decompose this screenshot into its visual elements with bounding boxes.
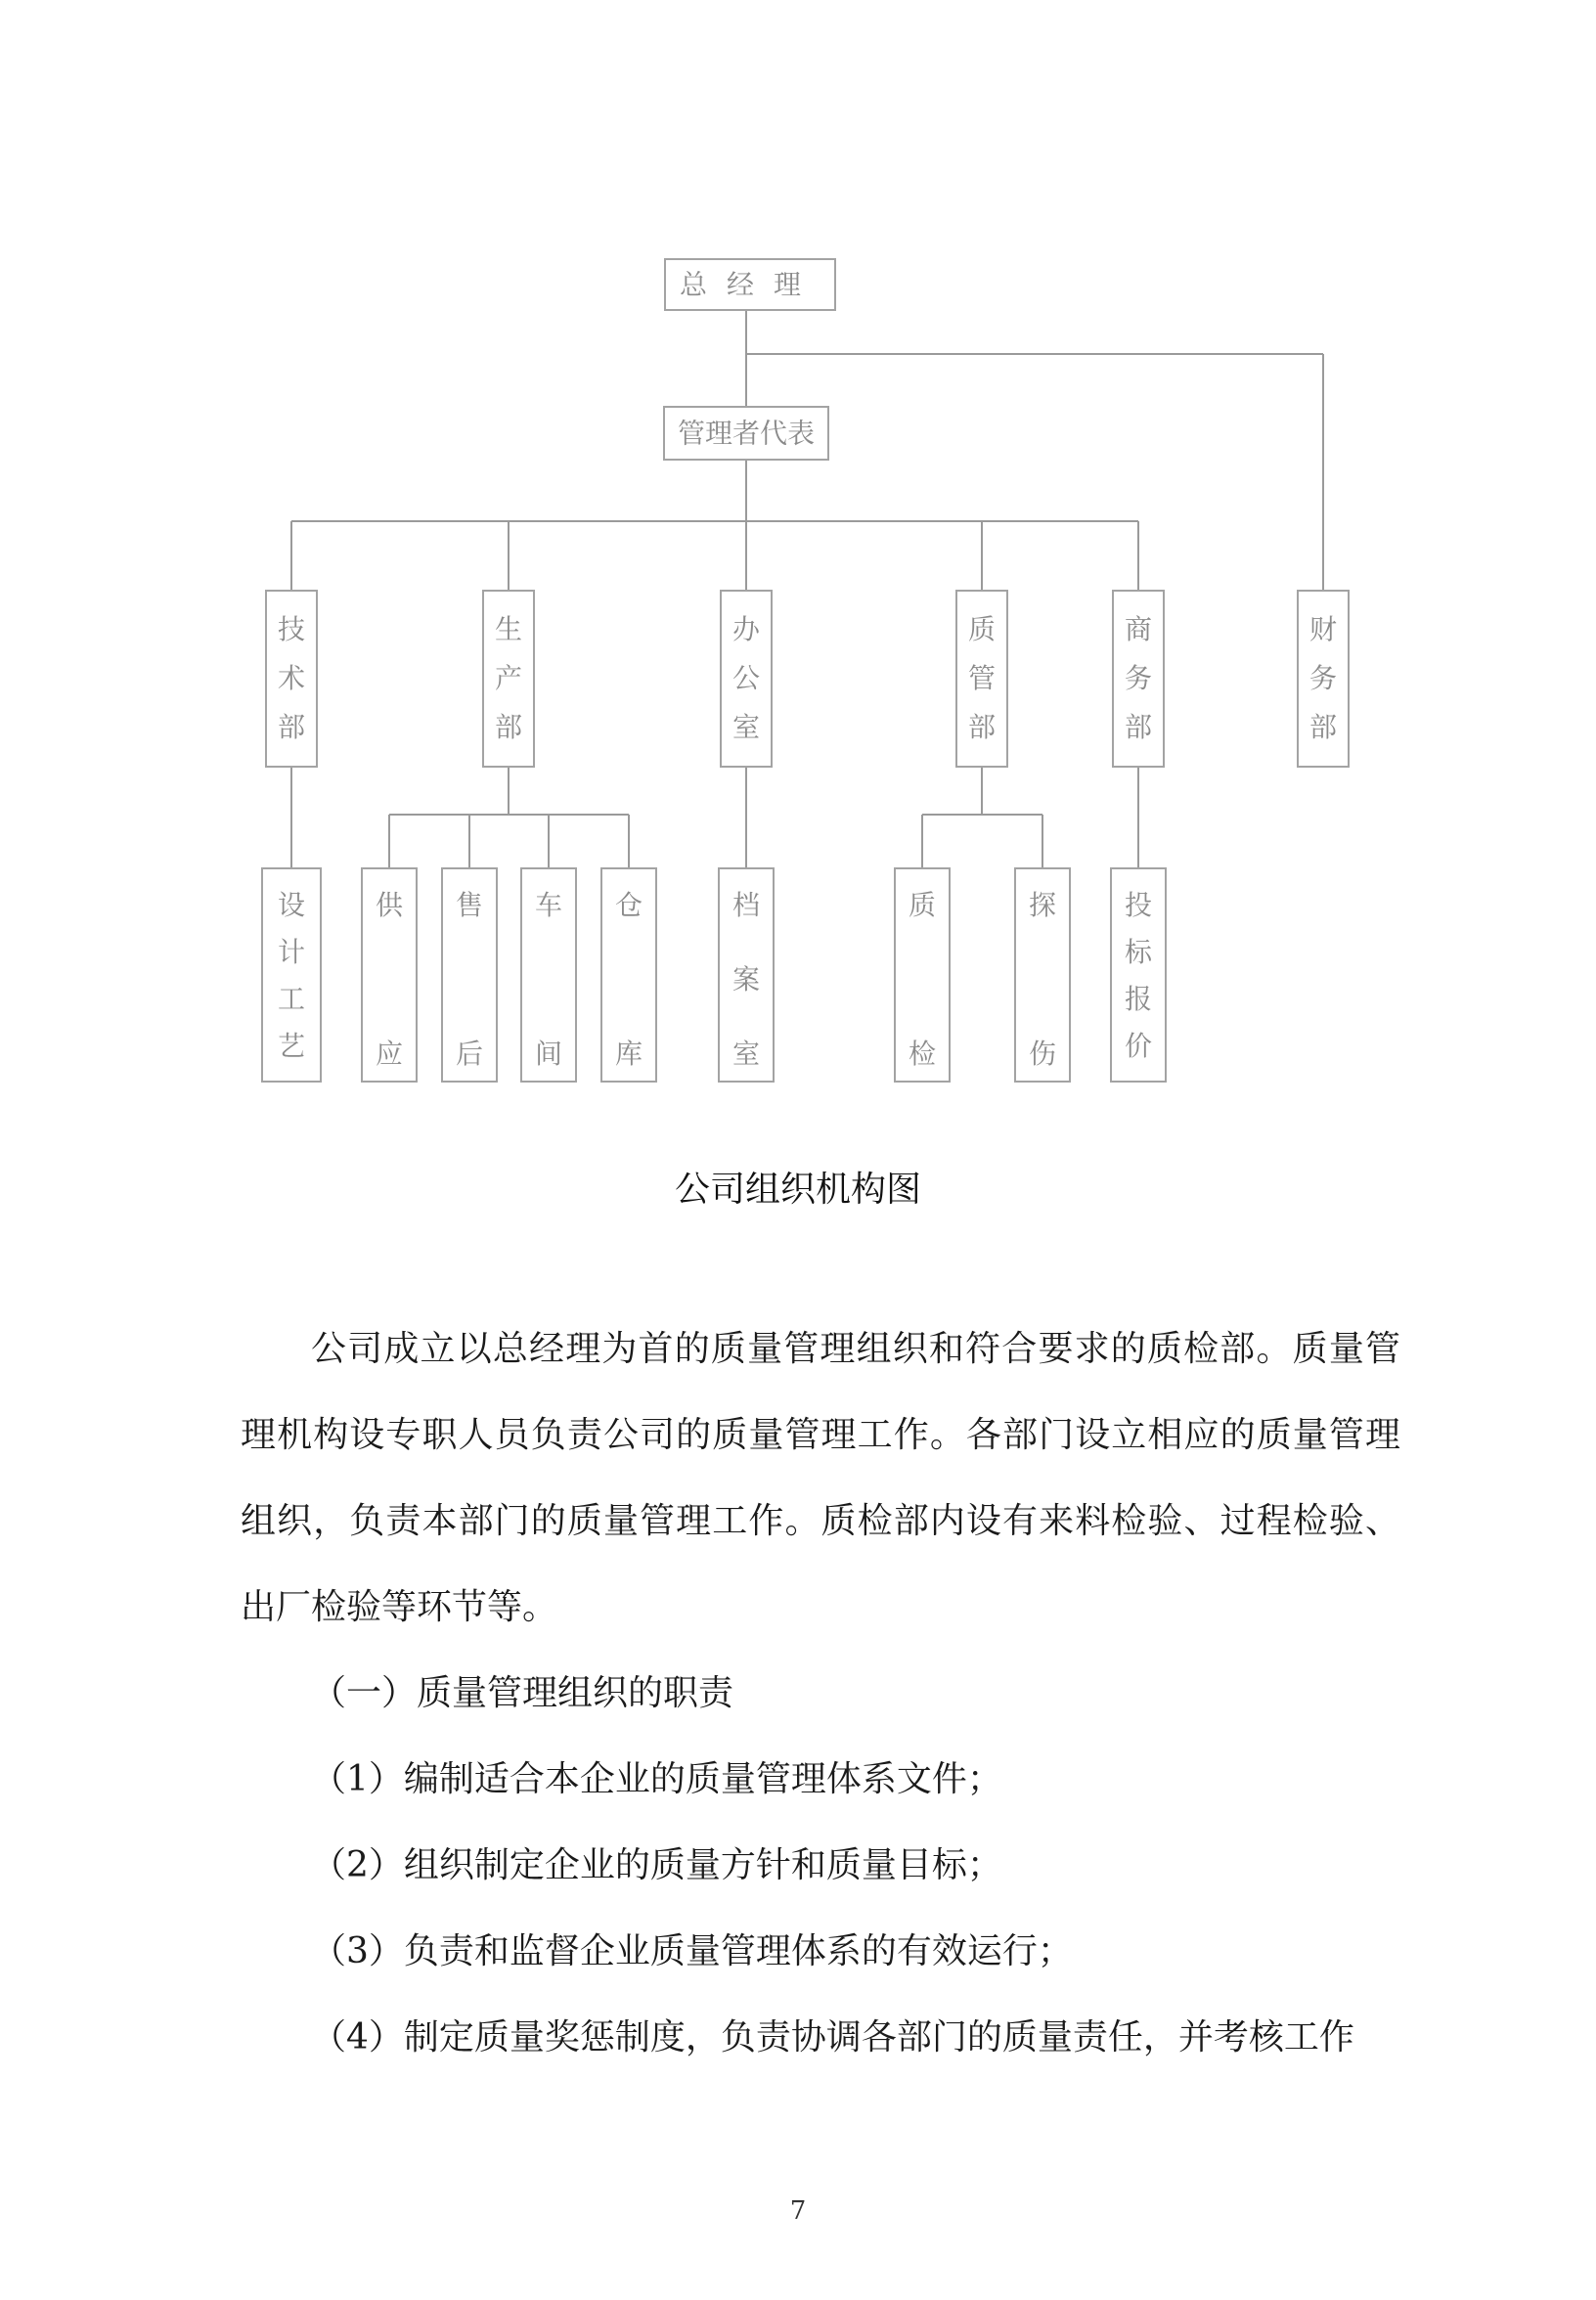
org-node-label: 设计工艺 xyxy=(277,888,306,1062)
org-node-label: 生产部 xyxy=(494,612,523,743)
org-node-sub-bid-quotation xyxy=(1111,868,1166,1082)
org-node-label: 车间 xyxy=(534,888,563,1070)
org-node-sub-flaw-detection xyxy=(1015,868,1070,1082)
org-node-department-production xyxy=(483,591,534,767)
org-node-department-commerce xyxy=(1113,591,1164,767)
org-node-label: 供应 xyxy=(375,888,404,1070)
org-node-label: 投标报价 xyxy=(1124,888,1153,1062)
org-chart-connectors xyxy=(291,310,1323,868)
body-paragraph: 公司成立以总经理为首的质量管理组织和符合要求的质检部。质量管理机构设专职人员负责公司的质量管理工作。各部门设立相应的质量管理组织，负责本部门的质量管理工作。质检部内设有来料检验、过程检验、出厂检验等环节等。 xyxy=(241,1329,1400,1627)
org-node-sub-after-sales xyxy=(442,868,497,1082)
org-node-label: 质管部 xyxy=(967,612,997,743)
org-node-sub-design-process xyxy=(262,868,321,1082)
org-node-label: 办公室 xyxy=(732,612,761,743)
org-node-label: 财务部 xyxy=(1308,612,1338,743)
org-node-label: 技术部 xyxy=(277,612,306,743)
org-node-department-finance xyxy=(1298,591,1349,767)
org-node-sub-workshop xyxy=(521,868,576,1082)
org-node-label: 探伤 xyxy=(1028,888,1057,1070)
org-node-sub-warehouse xyxy=(601,868,656,1082)
org-node-sub-supply xyxy=(362,868,417,1082)
org-node-department-office xyxy=(721,591,772,767)
org-chart xyxy=(0,0,1596,1115)
list-item: （2）组织制定企业的质量方针和质量目标； xyxy=(311,1845,1002,1885)
org-node-label: 仓库 xyxy=(614,888,643,1070)
org-node-sub-archive-room xyxy=(719,868,774,1082)
org-node-department-tech xyxy=(266,591,317,767)
org-node-label: 商务部 xyxy=(1124,612,1153,743)
org-node-general-manager xyxy=(665,259,835,310)
list-item: （1）编制适合本企业的质量管理体系文件； xyxy=(311,1759,1002,1799)
list-item: （4）制定质量奖惩制度，负责协调各部门的质量责任，并考核工作 xyxy=(311,2017,1354,2057)
section-heading: （一）质量管理组织的职责 xyxy=(311,1673,734,1713)
page-number: 7 xyxy=(789,2196,807,2226)
list-item: （3）负责和监督企业质量管理体系的有效运行； xyxy=(311,1931,1073,1971)
org-node-department-quality xyxy=(956,591,1007,767)
org-node-sub-quality-inspection xyxy=(895,868,950,1082)
org-node-management-representative xyxy=(664,407,828,460)
chart-caption: 公司组织机构图 xyxy=(674,1170,921,1210)
org-node-label: 档案室 xyxy=(732,888,761,1070)
org-node-label: 售后 xyxy=(455,888,484,1070)
org-node-label: 管理者代表 xyxy=(677,417,816,450)
org-node-label: 质检 xyxy=(908,888,937,1070)
org-node-label: 总经理 xyxy=(679,268,821,301)
